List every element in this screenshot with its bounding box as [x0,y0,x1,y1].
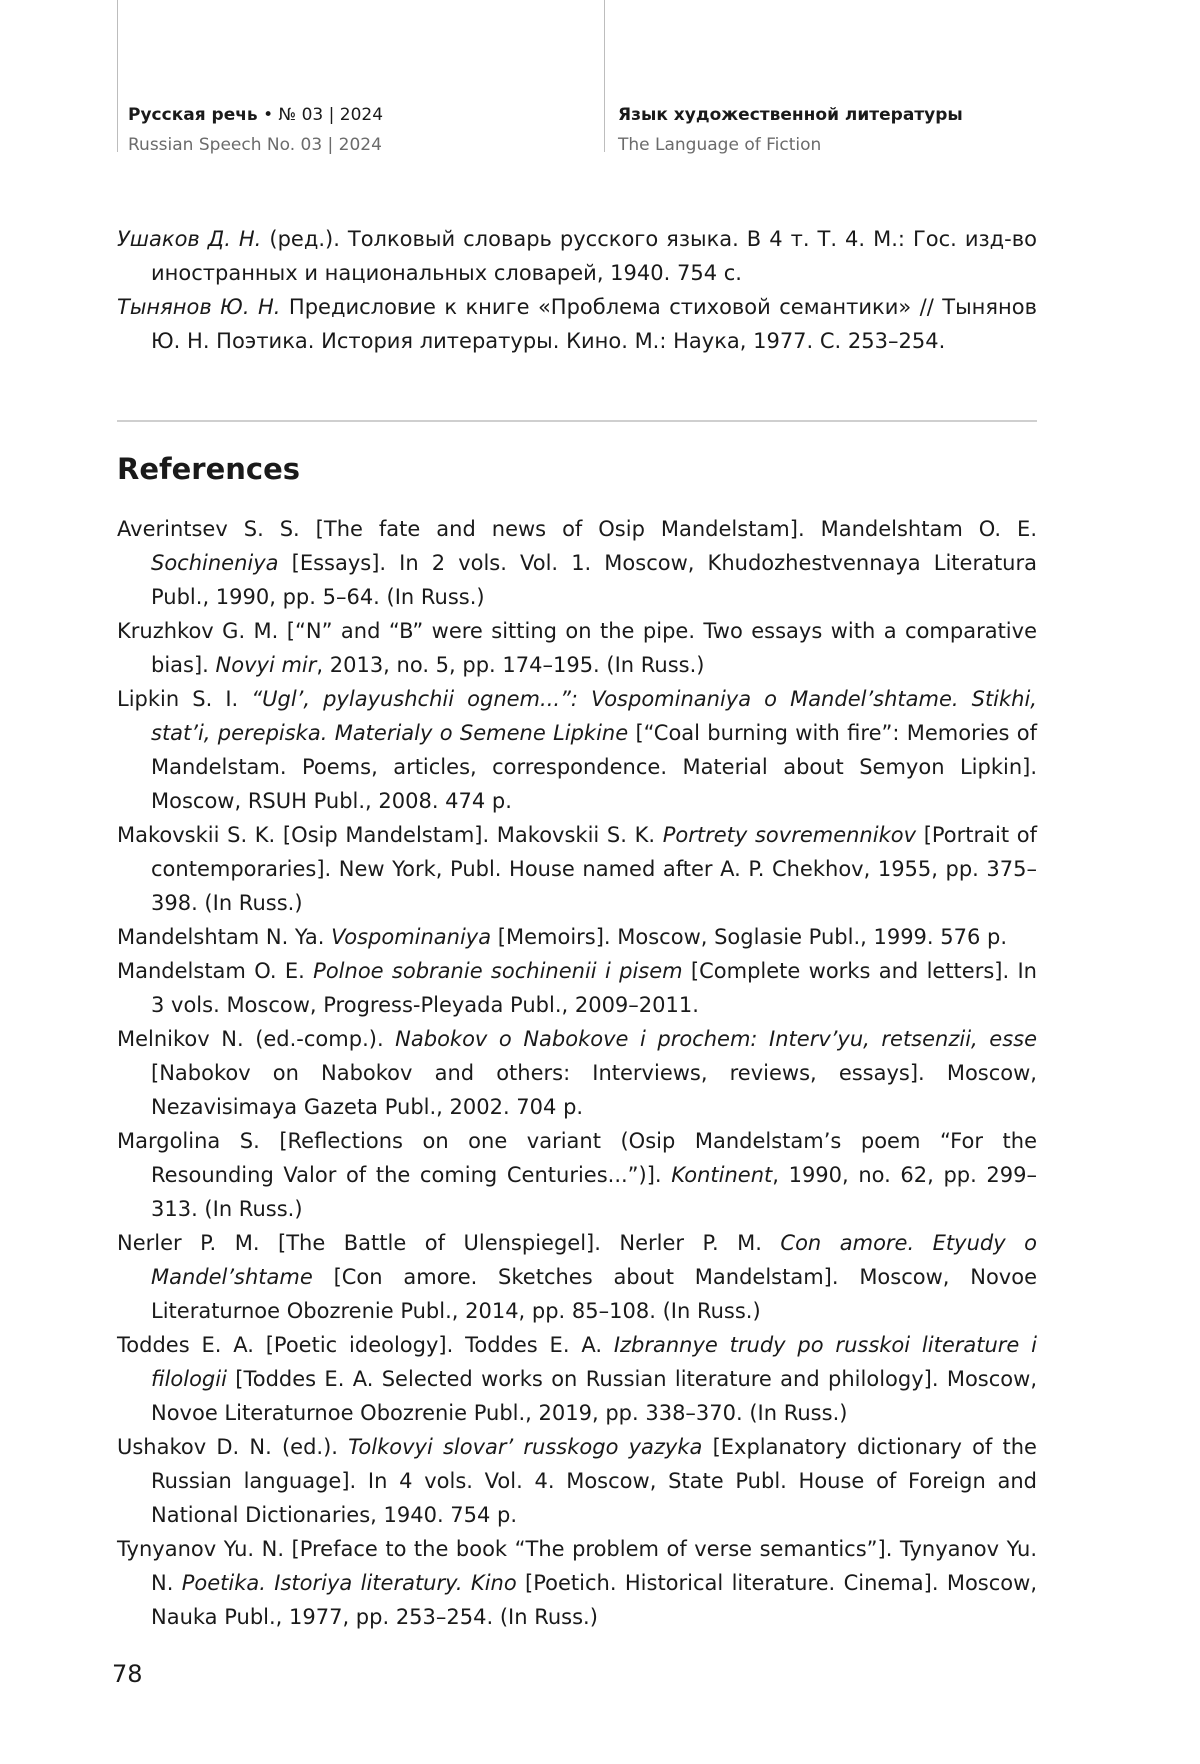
reference-text: [“Coal burning with fire”: Memories of Mandelstam. Poems, articles, correspondence. Material about Semyon Lipkin]. Moscow, RSUH Publ., 2008. 474 p. [151,721,1037,813]
reference-entry [117,1430,1037,1532]
references-heading: References [117,452,301,486]
reference-text: Mandelstam O. E. [117,959,314,983]
reference-title: “Ugl’, pylayushchii ognem...”: Vospominaniya o Mandel’shtame. Stikhi, stat’i, perepiska. Materialy o Semene Lipkine [151,687,1037,745]
reference-title: Vospominaniya [331,925,492,949]
reference-entry [117,682,1037,818]
section-title-en: The Language of Fiction [618,135,822,155]
ru-reference-author: Ушаков Д. Н. [117,227,262,251]
reference-title: Polnoe sobranie sochinenii i pisem [313,959,683,983]
reference-text: Toddes E. A. [Poetic ideology]. Toddes E. A. [117,1333,614,1357]
header-bullet: • [257,105,279,125]
reference-text: , 2013, no. 5, pp. 174–195. (In Russ.) [316,653,705,677]
reference-entry [117,1226,1037,1328]
reference-entry [117,614,1037,682]
reference-text: [Con amore. Sketches about Mandelstam]. Moscow, Novoe Literaturnoe Obozrenie Publ., 2014, pp. 85–108. (In Russ.) [151,1265,1037,1323]
header-divider-left [117,0,118,152]
ru-reference-text: (ред.). Толковый словарь русского языка. В 4 т. Т. 4. М.: Гос. изд-во иностранных и национальных словарей, 1940. 754 с. [151,227,1037,285]
reference-entry [117,920,1037,954]
reference-title: Nabokov o Nabokove i prochem: Interv’yu, retsenzii, esse [395,1027,1037,1051]
reference-title: Kontinent [671,1163,773,1187]
header-divider-right [604,0,605,152]
reference-title: Izbrannye trudy po russkoi literature i filologii [151,1333,1038,1391]
reference-text: [Memoirs]. Moscow, Soglasie Publ., 1999. 576 p. [491,925,1008,949]
ru-reference-entry [117,290,1037,358]
ru-reference-entry [117,222,1037,290]
reference-entry [117,818,1037,920]
reference-entry [117,1532,1037,1634]
reference-text: [Complete works and letters]. In 3 vols. Moscow, Progress-Pleyada Publ., 2009–2011. [151,959,1037,1017]
reference-entry [117,954,1037,1022]
reference-text: [Toddes E. A. Selected works on Russian literature and philology]. Moscow, Novoe Literaturnoe Obozrenie Publ., 2019, pp. 338–370. (In Russ.) [151,1367,1037,1425]
reference-entry [117,1022,1037,1124]
reference-entry [117,1124,1037,1226]
ru-reference-text: Предисловие к книге «Проблема стиховой семантики» // Тынянов Ю. Н. Поэтика. История литературы. Кино. М.: Наука, 1977. С. 253–254. [151,295,1038,353]
ru-reference-list [117,222,1037,358]
reference-text: Mandelshtam N. Ya. [117,925,332,949]
references-list [117,512,1037,1634]
reference-text: Tynyanov Yu. N. [Preface to the book “The problem of verse semantics”]. Tynyanov Yu. N. [117,1537,1037,1595]
reference-title: Novyi mir [215,653,317,677]
reference-text: [Essays]. In 2 vols. Vol. 1. Moscow, Khudozhestvennaya Literatura Publ., 1990, pp. 5–64. (In Russ.) [151,551,1037,609]
page-number: 78 [112,1660,143,1688]
reference-text: Ushakov D. N. (ed.). [117,1435,349,1459]
reference-text: Kruzhkov G. M. [“N” and “B” were sitting on the pipe. Two essays with a comparative bias]. [117,619,1037,677]
reference-text: Averintsev S. S. [The fate and news of Osip Mandelstam]. Mandelshtam O. E. [117,517,1037,541]
reference-title: Portrety sovremennikov [662,823,917,847]
reference-text: [Nabokov on Nabokov and others: Interviews, reviews, essays]. Moscow, Nezavisimaya Gazeta Publ., 2002. 704 p. [151,1061,1037,1119]
reference-text: [Portrait of contemporaries]. New York, Publ. House named after A. P. Chekhov, 1955, pp. 375–398. (In Russ.) [151,823,1038,915]
reference-text: [Poetich. Historical literature. Cinema]. Moscow, Nauka Publ., 1977, pp. 253–254. (In Russ.) [151,1571,1037,1629]
reference-text: , 1990, no. 62, pp. 299–313. (In Russ.) [151,1163,1038,1221]
running-header-section [618,104,963,156]
journal-name: Русская речь [128,105,258,125]
section-title-ru: Язык художественной литературы [618,105,963,125]
reference-entry [117,512,1037,614]
reference-title: Con amore. Etyudy o Mandel’shtame [151,1231,1037,1289]
reference-entry [117,1328,1037,1430]
reference-title: Sochineniya [151,551,279,575]
reference-title: Tolkovyi slovar’ russkogo yazyka [348,1435,703,1459]
running-header-journal [128,104,383,156]
ru-reference-author: Тынянов Ю. Н. [117,295,281,319]
reference-text: Makovskii S. K. [Osip Mandelstam]. Makovskii S. K. [117,823,663,847]
journal-title-ru [128,104,383,126]
journal-issue: № 03 | 2024 [278,105,384,125]
reference-text: Nerler P. M. [The Battle of Ulenspiegel]. Nerler P. M. [117,1231,781,1255]
section-divider [117,420,1037,422]
reference-text: Lipkin S. I. [117,687,252,711]
reference-text: Melnikov N. (ed.-comp.). [117,1027,396,1051]
reference-title: Poetika. Istoriya literatury. Kino [181,1571,517,1595]
journal-title-en: Russian Speech No. 03 | 2024 [128,135,382,155]
reference-text: Margolina S. [Reflections on one variant (Osip Mandelstam’s poem “For the Resounding Valor of the coming Centuries...”)]. [117,1129,1037,1187]
reference-text: [Explanatory dictionary of the Russian language]. In 4 vols. Vol. 4. Moscow, State Publ. House of Foreign and National Dictionaries, 1940. 754 p. [151,1435,1037,1527]
